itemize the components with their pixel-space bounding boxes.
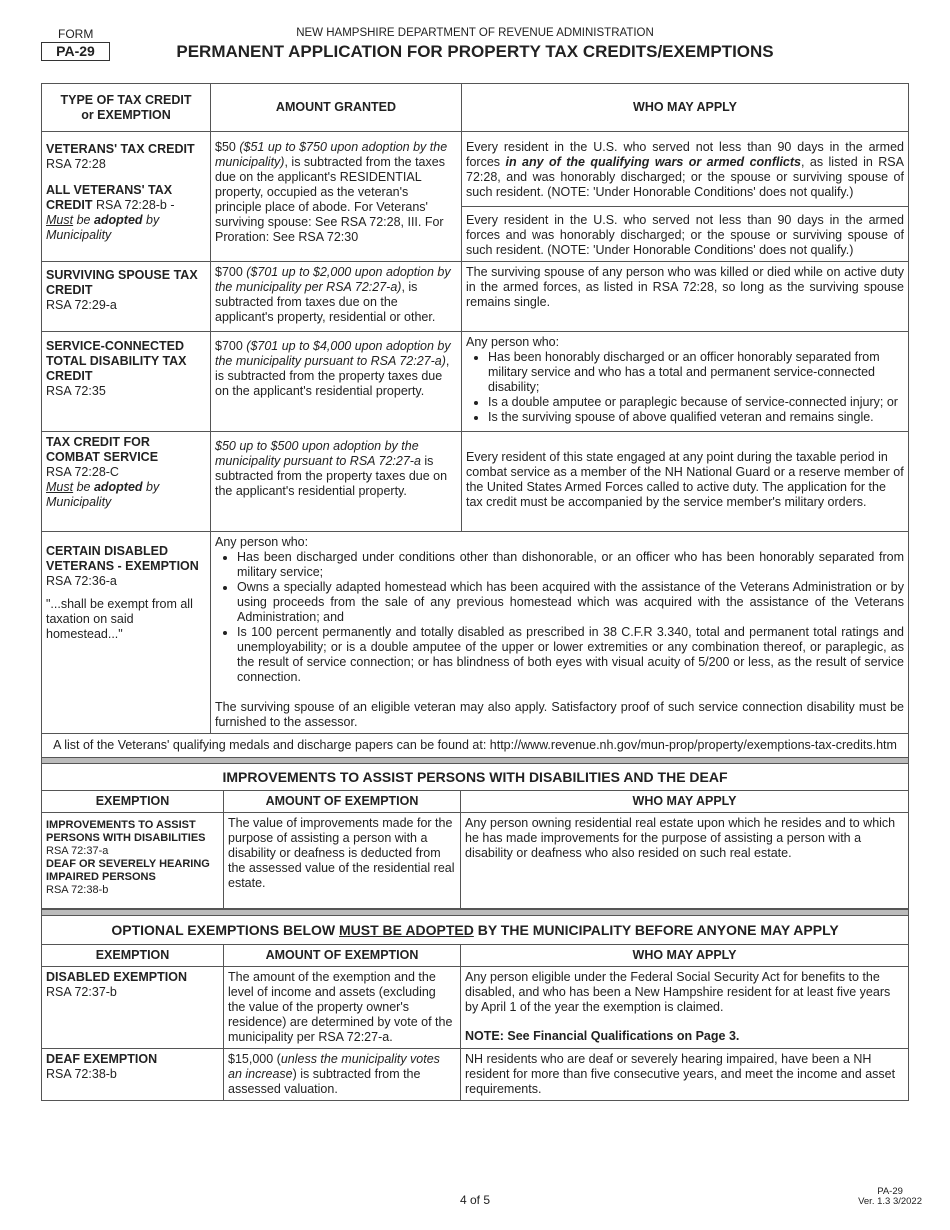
all-veterans-who: Every resident in the U.S. who served not less than 90 days in the armed forces and was honorably discharged; or the spouse or surviving spouse of such resident. (NOTE: 'Under Honorable Conditions' does not qualify.) (466, 213, 904, 257)
veterans-amount-desc: , is subtracted from the taxes due on the applicant's RESIDENTIAL property, occupied as the veteran's principle place of abode. For Veterans' surviving spouse: See RSA 72:28, III. For Proration: See RSA 72:30 (215, 155, 445, 244)
veterans-credit-name: VETERANS' TAX CREDIT (46, 142, 195, 156)
certain-disabled-who (211, 532, 909, 734)
improvements-who: Any person owning residential real estate upon which he resides and to which he has made improvements for the purpose of assisting a person with a disability or deafness who also resided on such real estate. (461, 813, 909, 909)
surviving-amount-b: ($701 up to $2,000 upon adoption by the municipality per RSA 72:27-a) (215, 265, 451, 294)
credits-table (41, 83, 909, 758)
by-municipality-text: by Municipality (46, 213, 160, 242)
be-text: be (73, 213, 94, 227)
col-header-who: WHO MAY APPLY (461, 791, 909, 813)
veterans-credit-rsa: RSA 72:28 (46, 157, 106, 171)
disabled-exemption-rsa: RSA 72:37-b (46, 985, 117, 999)
service-who (462, 332, 909, 432)
footer-form-number: PA-29 (877, 1186, 903, 1197)
surviving-who: The surviving spouse of any person who was killed or died while on active duty in the armed forces, as listed in RSA 72:28, so long as the surviving spouse remains single. (462, 262, 909, 332)
adopted-text: adopted (93, 213, 143, 227)
veterans-amount (211, 132, 462, 262)
by-municipality-text: by Municipality (46, 480, 160, 509)
deaf-improvements-rsa: RSA 72:38-b (46, 884, 109, 896)
surviving-amount (211, 262, 462, 332)
list-item: • Owns a specially adapted homestead which has been acquired with the assistance of the Veterans Administration or by using proceeds from the sale of any previous homestead which was acquired with the assistance of the Veterans Administration; and (237, 580, 904, 625)
service-connected-rsa: RSA 72:35 (46, 384, 106, 398)
certain-disabled-rsa: RSA 72:36-a (46, 574, 117, 588)
col-header-type: TYPE OF TAX CREDIT or EXEMPTION (42, 84, 211, 132)
deaf-exemption-name: DEAF EXEMPTION (46, 1052, 158, 1066)
medals-note: A list of the Veterans' qualifying medals and discharge papers can be found at: http://www.revenue.nh.gov/mun-prop/property/exemptions-tax-credits.htm (42, 734, 909, 758)
service-amount-b: ($701 up to $4,000 upon adoption by the municipality pursuant to RSA 72:27-a) (215, 339, 451, 368)
disabled-who-text: Any person eligible under the Federal Social Security Act for benefits to the disabled, and who has been a New Hampshire resident for at least five years by April 1 of the year the exemption is claimed. (465, 970, 891, 1014)
optional-title-a: OPTIONAL EXEMPTIONS BELOW (111, 921, 339, 938)
veterans-who (462, 132, 909, 262)
combat-amount-a: $50 up to $500 upon adoption by the municipality pursuant to RSA 72:27-a (215, 439, 421, 468)
col-header-amount: AMOUNT OF EXEMPTION (224, 791, 461, 813)
deaf-amount (224, 1049, 461, 1101)
deaf-amount-c: ) is subtracted from the assessed valuation. (228, 1067, 421, 1096)
financial-note: NOTE: See Financial Qualifications on Page 3. (465, 1029, 740, 1043)
col-header-amount: AMOUNT GRANTED (211, 84, 462, 132)
combat-amount (211, 432, 462, 532)
service-amount-c: , is subtracted from the property taxes due on the applicant's residential property. (215, 354, 450, 398)
row-surviving-spouse (42, 262, 909, 332)
disabled-who (461, 967, 909, 1049)
form-version (858, 1187, 922, 1207)
row-improvements (42, 813, 909, 909)
page-number: 4 of 5 (459, 1193, 491, 1207)
improvements-name: IMPROVEMENTS TO ASSIST PERSONS WITH DISABILITIES (46, 819, 206, 844)
disabled-exemption-name: DISABLED EXEMPTION (46, 970, 187, 984)
list-item: • Is 100 percent permanently and totally disabled as prescribed in 38 C.F.R 3.340, total and permanent total ratings and unemployability; or is a double amputee of the upper or lower extremities or any combination thereof, or paraplegic, as the result of service connection; or has blindness of both eyes with visual acuity of 5/200 or less, as the result of service connection. (237, 625, 904, 685)
veterans-who1-a: Every resident in the U.S. who served not less than 90 days in the armed forces (466, 140, 904, 169)
all-veterans-credit-name: ALL VETERANS' TAX CREDIT (46, 183, 173, 212)
optional-title-b: BY THE MUNICIPALITY BEFORE ANYONE MAY APPLY (473, 921, 839, 938)
page-title: PERMANENT APPLICATION FOR PROPERTY TAX CREDITS/EXEMPTIONS (176, 42, 774, 61)
list-item: • Has been discharged under conditions other than dishonorable, or an officer who has been honorably separated from military service; (237, 550, 904, 580)
form-number: PA-29 (41, 42, 110, 61)
footer-version: Ver. 1.3 3/2022 (858, 1196, 922, 1207)
surviving-spouse-name: SURVIVING SPOUSE TAX CREDIT (46, 268, 198, 297)
service-amount-a: $700 (215, 339, 247, 353)
surviving-spouse-rsa: RSA 72:29-a (46, 298, 117, 312)
surviving-amount-c: , is subtracted from taxes due on the applicant's property, residential or other. (215, 280, 436, 324)
col-header-exemption: EXEMPTION (42, 945, 224, 967)
col-header-who: WHO MAY APPLY (462, 84, 909, 132)
surviving-amount-a: $700 (215, 265, 247, 279)
certain-spouse-note: The surviving spouse of an eligible veteran may also apply. Satisfactory proof of such service connection disability must be furnished to the assessor. (215, 700, 904, 729)
deaf-amount-a: $15,000 ( (228, 1052, 281, 1066)
deaf-improvements-name: DEAF OR SEVERELY HEARING IMPAIRED PERSONS (46, 858, 210, 883)
combat-service-rsa: RSA 72:28-C (46, 465, 119, 479)
row-disabled-exemption (42, 967, 909, 1049)
be-text: be (73, 480, 94, 494)
all-veterans-credit-rsa: RSA 72:28-b - (92, 198, 175, 212)
improvements-amount: The value of improvements made for the purpose of assisting a person with a disability or deafness is deducted from the assessed value of the residential real estate. (224, 813, 461, 909)
col-header-amount: AMOUNT OF EXEMPTION (224, 945, 461, 967)
improvements-table (41, 757, 909, 909)
must-text: Must (46, 213, 74, 227)
service-who-intro: Any person who: (466, 335, 560, 349)
must-text: Must (46, 480, 74, 494)
deaf-exemption-rsa: RSA 72:38-b (46, 1067, 117, 1081)
deaf-amount-b: unless the municipality votes an increase (228, 1052, 440, 1081)
list-item: • Has been honorably discharged or an officer honorably separated from military service and who has a total and permanent service-connected disability; (488, 350, 904, 395)
deaf-who: NH residents who are deaf or severely hearing impaired, have been a NH resident for more than five consecutive years, and meet the income and asset requirements. (461, 1049, 909, 1101)
improvements-title: IMPROVEMENTS TO ASSIST PERSONS WITH DISABILITIES AND THE DEAF (42, 764, 909, 791)
certain-disabled-name: CERTAIN DISABLED VETERANS - EXEMPTION (46, 544, 199, 573)
veterans-who1-b: in any of the qualifying wars or armed conflicts (505, 155, 801, 169)
adopted-text: adopted (93, 480, 143, 494)
col-header-exemption: EXEMPTION (42, 791, 224, 813)
certain-disabled-quote: "...shall be exempt from all taxation on said homestead..." (46, 597, 193, 641)
form-label: FORM (58, 27, 94, 41)
list-item: • Is a double amputee or paraplegic because of service-connected injury; or (488, 395, 904, 410)
row-combat-service (42, 432, 909, 532)
disabled-amount: The amount of the exemption and the level of income and assets (excluding the value of the property owner's residence) are determined by vote of the municipality per RSA 72:27-a. (224, 967, 461, 1049)
col-header-who: WHO MAY APPLY (461, 945, 909, 967)
service-amount (211, 332, 462, 432)
combat-service-name: TAX CREDIT FOR COMBAT SERVICE (46, 435, 159, 464)
list-item: • Is the surviving spouse of above qualified veteran and remains single. (488, 410, 904, 425)
optional-title-underlined: MUST BE ADOPTED (339, 921, 474, 938)
service-connected-name: SERVICE-CONNECTED TOTAL DISABILITY TAX CREDIT (46, 339, 187, 383)
row-veterans (42, 132, 909, 262)
certain-intro: Any person who: (215, 535, 309, 549)
row-certain-disabled (42, 532, 909, 734)
department-name: NEW HAMPSHIRE DEPARTMENT OF REVENUE ADMINISTRATION (296, 27, 654, 39)
combat-amount-b: is subtracted from the property taxes due on the applicant's residential property. (215, 454, 448, 498)
row-deaf-exemption (42, 1049, 909, 1101)
combat-who: Every resident of this state engaged at any point during the taxable period in combat service as a member of the NH National Guard or a reserve member of the United States Armed Forces called to active duty. The application for the tax credit must be accompanied by the service member's military orders. (462, 432, 909, 532)
optional-title (42, 916, 909, 945)
improvements-rsa: RSA 72:37-a (46, 845, 109, 857)
optional-table (41, 909, 909, 1101)
veterans-amount-range: ($51 up to $750 upon adoption by the municipality) (215, 140, 448, 169)
veterans-who1-c: , as listed in RSA 72:28, and was honorably discharged; or the spouse or surviving spouse of such resident. (NOTE: 'Under Honorable Conditions' does not qualify.) (466, 155, 904, 199)
row-service-connected (42, 332, 909, 432)
veterans-amount-base: $50 (215, 140, 240, 154)
